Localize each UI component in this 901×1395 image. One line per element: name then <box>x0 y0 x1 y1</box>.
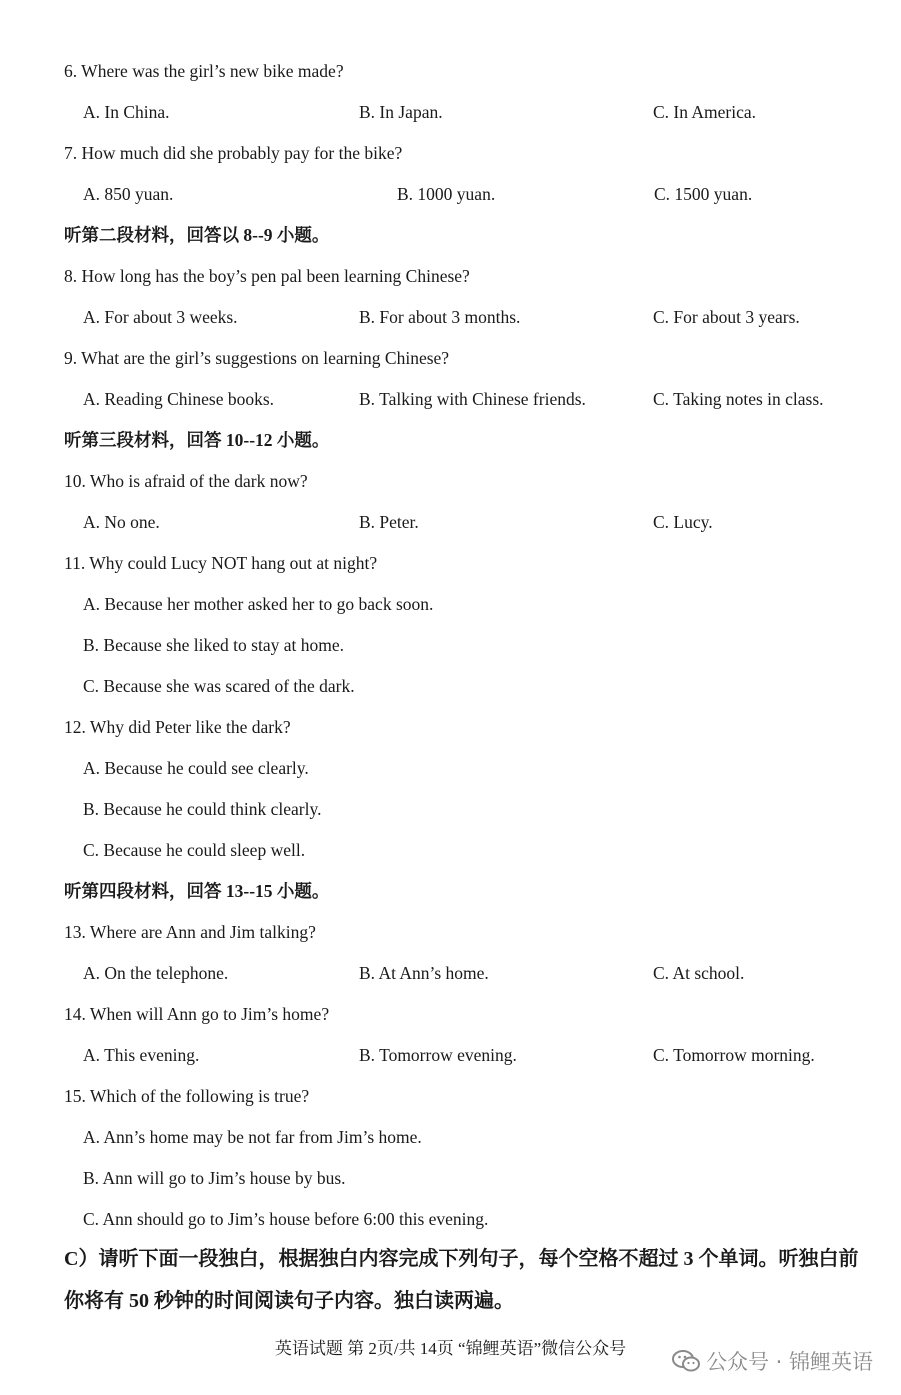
wechat-icon <box>672 1349 700 1373</box>
q11-option-b: B. Because she liked to stay at home. <box>83 635 344 655</box>
q10-option-a: A. No one. <box>83 512 160 532</box>
q14-option-b: B. Tomorrow evening. <box>359 1045 517 1065</box>
section-2-heading: 听第二段材料，回答以 8--9 小题。 <box>64 225 330 245</box>
q13-option-a: A. On the telephone. <box>83 963 229 983</box>
q15-option-b: B. Ann will go to Jim’s house by bus. <box>83 1168 346 1188</box>
q7-option-b: B. 1000 yuan. <box>397 184 496 204</box>
question-11: 11. Why could Lucy NOT hang out at night? <box>64 553 378 573</box>
q14-option-a: A. This evening. <box>83 1045 200 1065</box>
q6-option-a: A. In China. <box>83 102 170 122</box>
q7-option-a: A. 850 yuan. <box>83 184 174 204</box>
q10-option-c: C. Lucy. <box>653 512 713 532</box>
q12-option-a: A. Because he could see clearly. <box>83 758 309 778</box>
q6-option-b: B. In Japan. <box>359 102 443 122</box>
question-9: 9. What are the girl’s suggestions on learning Chinese? <box>64 348 450 368</box>
question-7: 7. How much did she probably pay for the bike? <box>64 143 403 163</box>
question-10: 10. Who is afraid of the dark now? <box>64 471 308 491</box>
watermark-text: 公众号 · 锦鲤英语 <box>705 1350 873 1374</box>
q8-option-a: A. For about 3 weeks. <box>83 307 238 327</box>
q9-option-a: A. Reading Chinese books. <box>83 389 275 409</box>
section-c-instructions: C）请听下面一段独白，根据独白内容完成下列句子，每个空格不超过 3 个单词。听独白前你将有 50 秒钟的时间阅读句子内容。独白读两遍。 <box>64 1248 859 1312</box>
q15-option-a: A. Ann’s home may be not far from Jim’s home. <box>83 1127 422 1147</box>
q14-option-c: C. Tomorrow morning. <box>653 1045 815 1065</box>
q6-option-c: C. In America. <box>653 102 757 122</box>
watermark <box>672 1346 873 1376</box>
q11-option-a: A. Because her mother asked her to go back soon. <box>83 594 434 614</box>
q8-option-b: B. For about 3 months. <box>359 307 521 327</box>
q11-option-c: C. Because she was scared of the dark. <box>83 676 355 696</box>
q12-option-b: B. Because he could think clearly. <box>83 799 322 819</box>
question-15: 15. Which of the following is true? <box>64 1086 310 1106</box>
q15-option-c: C. Ann should go to Jim’s house before 6:00 this evening. <box>83 1209 489 1229</box>
q13-option-c: C. At school. <box>653 963 745 983</box>
q12-option-c: C. Because he could sleep well. <box>83 840 306 860</box>
question-13: 13. Where are Ann and Jim talking? <box>64 922 316 942</box>
section-3-heading: 听第三段材料，回答 10--12 小题。 <box>64 430 330 450</box>
q9-option-c: C. Taking notes in class. <box>653 389 824 409</box>
question-8: 8. How long has the boy’s pen pal been learning Chinese? <box>64 266 470 286</box>
q10-option-b: B. Peter. <box>359 512 419 532</box>
question-6: 6. Where was the girl’s new bike made? <box>64 61 344 81</box>
q8-option-c: C. For about 3 years. <box>653 307 800 327</box>
q7-option-c: C. 1500 yuan. <box>654 184 753 204</box>
question-12: 12. Why did Peter like the dark? <box>64 717 291 737</box>
page-footer: 英语试题 第 2页/共 14页 “锦鲤英语”微信公众号 <box>274 1339 627 1358</box>
question-14: 14. When will Ann go to Jim’s home? <box>64 1004 330 1024</box>
q9-option-b: B. Talking with Chinese friends. <box>359 389 586 409</box>
q13-option-b: B. At Ann’s home. <box>359 963 489 983</box>
section-4-heading: 听第四段材料，回答 13--15 小题。 <box>64 881 330 901</box>
